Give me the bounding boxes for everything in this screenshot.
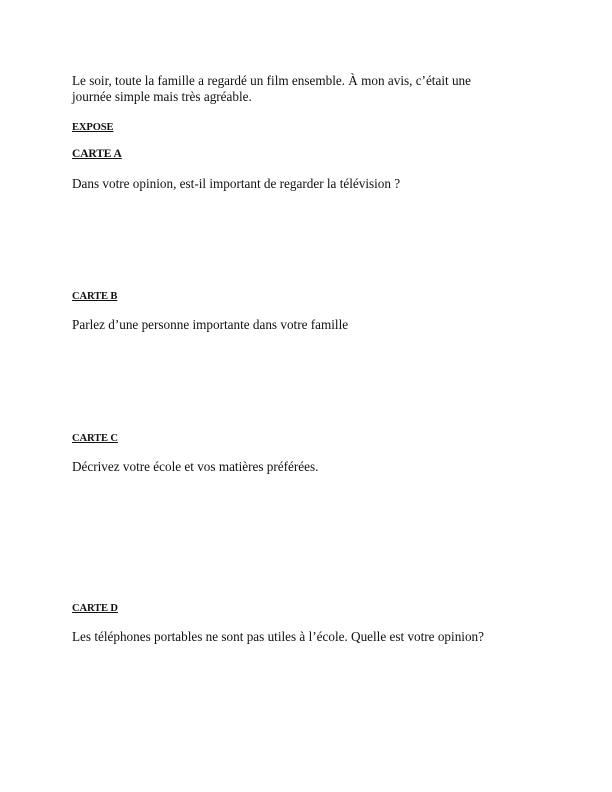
card-d-title: CARTE D	[72, 603, 118, 614]
intro-line-2: journée simple mais très agréable.	[72, 89, 252, 104]
intro-paragraph	[72, 73, 542, 105]
card-c-prompt: Décrivez votre école et vos matières préférées.	[72, 459, 319, 474]
card-a-prompt: Dans votre opinion, est-il important de regarder la télévision ?	[72, 176, 401, 191]
card-b-prompt: Parlez d’une personne importante dans votre famille	[72, 317, 349, 332]
section-title-expose: EXPOSE	[72, 122, 114, 133]
card-a-title: CARTE A	[72, 148, 122, 160]
card-d-prompt: Les téléphones portables ne sont pas utiles à l’école. Quelle est votre opinion?	[72, 629, 484, 644]
card-c-title: CARTE C	[72, 433, 118, 444]
intro-line-1: Le soir, toute la famille a regardé un film ensemble. À mon avis, c’était une	[72, 73, 471, 88]
card-b-title: CARTE B	[72, 291, 118, 302]
